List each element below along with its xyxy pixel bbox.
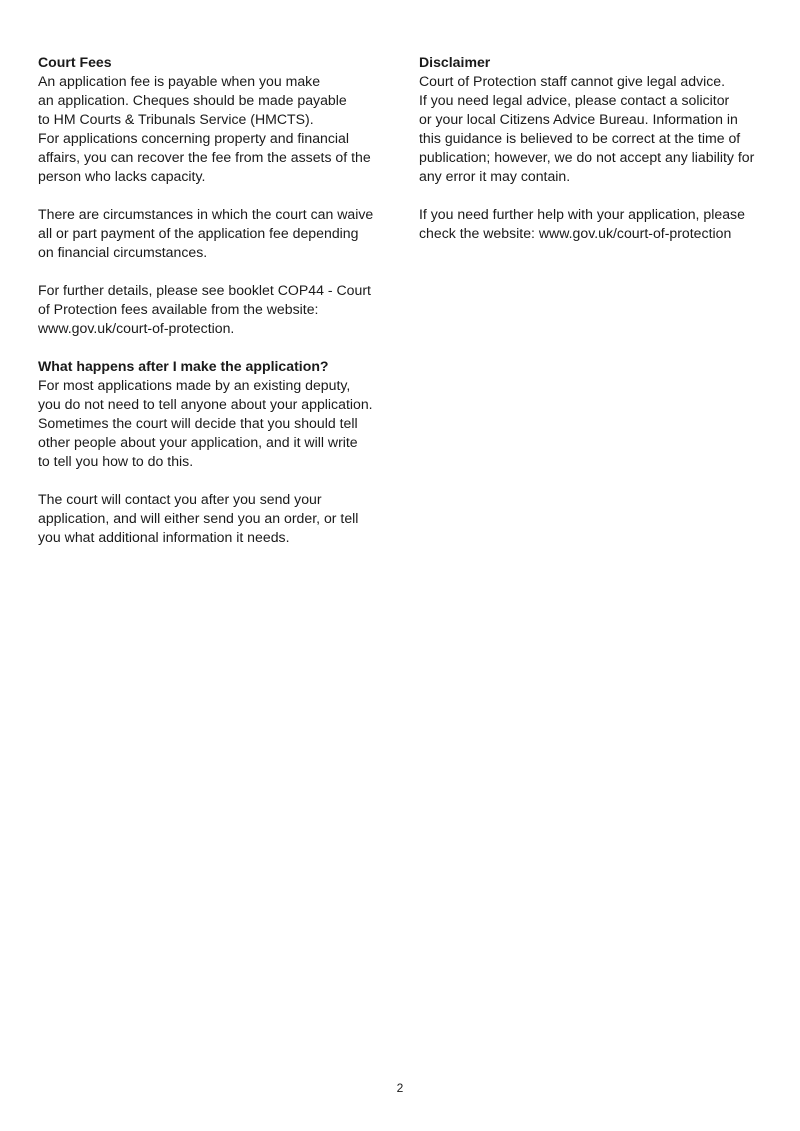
left-column: [38, 53, 388, 566]
court-fees-paragraph-2: [38, 205, 388, 262]
text-line: you what additional information it needs.: [38, 529, 290, 545]
text-line: If you need legal advice, please contact a solicitor: [419, 92, 730, 108]
text-line: For most applications made by an existing deputy,: [38, 377, 351, 393]
court-fees-section: [38, 53, 388, 338]
text-line: The court will contact you after you send your: [38, 491, 322, 507]
text-line: an application. Cheques should be made payable: [38, 92, 347, 108]
text-line: For applications concerning property and financial: [38, 130, 350, 146]
text-line: on financial circumstances.: [38, 244, 208, 260]
disclaimer-section: [419, 53, 769, 243]
disclaimer-paragraph-2: [419, 205, 769, 243]
text-line: check the website: www.gov.uk/court-of-protection: [419, 225, 732, 241]
text-line: There are circumstances in which the court can waive: [38, 206, 374, 222]
text-line: all or part payment of the application fee depending: [38, 225, 359, 241]
after-application-heading: What happens after I make the application?: [38, 358, 329, 374]
page-number: 2: [396, 1081, 404, 1095]
text-line: If you need further help with your application, please: [419, 206, 745, 222]
text-line: to tell you how to do this.: [38, 453, 194, 469]
disclaimer-heading: Disclaimer: [419, 54, 491, 70]
after-application-paragraph-1: [38, 376, 388, 471]
text-line: application, and will either send you an order, or tell: [38, 510, 359, 526]
text-line: publication; however, we do not accept any liability for: [419, 149, 755, 165]
court-fees-heading: Court Fees: [38, 54, 112, 70]
text-line: to HM Courts & Tribunals Service (HMCTS).: [38, 111, 314, 127]
text-line: you do not need to tell anyone about your application.: [38, 396, 373, 412]
court-fees-paragraph-3: [38, 281, 388, 338]
text-line: of Protection fees available from the website:: [38, 301, 319, 317]
text-line: An application fee is payable when you make: [38, 73, 321, 89]
text-line: any error it may contain.: [419, 168, 571, 184]
text-line: For further details, please see booklet COP44 - Court: [38, 282, 371, 298]
text-line: this guidance is believed to be correct at the time of: [419, 130, 741, 146]
text-line: or your local Citizens Advice Bureau. Information in: [419, 111, 738, 127]
court-fees-paragraph-1: [38, 72, 388, 186]
text-line: affairs, you can recover the fee from the assets of the: [38, 149, 371, 165]
text-line: Court of Protection staff cannot give legal advice.: [419, 73, 726, 89]
text-line: www.gov.uk/court-of-protection.: [38, 320, 235, 336]
text-line: Sometimes the court will decide that you should tell: [38, 415, 358, 431]
after-application-section: [38, 357, 388, 547]
right-column: [419, 53, 769, 262]
text-line: other people about your application, and it will write: [38, 434, 358, 450]
text-line: person who lacks capacity.: [38, 168, 206, 184]
after-application-paragraph-2: [38, 490, 388, 547]
disclaimer-paragraph-1: [419, 72, 769, 186]
